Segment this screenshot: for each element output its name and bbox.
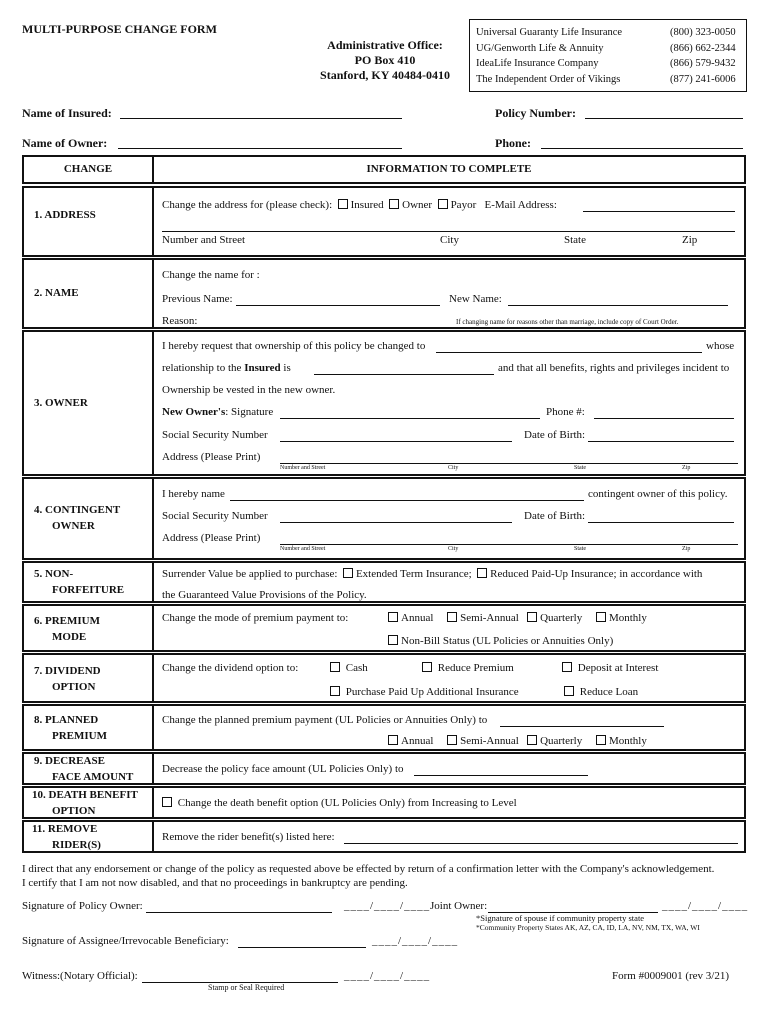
company-name: Universal Guaranty Life Insurance: [476, 27, 623, 38]
planned-annual-label: Annual: [401, 735, 434, 747]
owner-phone-field[interactable]: [594, 418, 734, 419]
checkbox-reduce-premium[interactable]: [422, 662, 432, 672]
policy-number-field[interactable]: [585, 118, 743, 119]
checkbox-planned-semi-annual[interactable]: [447, 735, 457, 745]
section-label: 7. DIVIDEND: [34, 665, 101, 677]
checkbox-insured-label: Insured: [350, 199, 384, 211]
sub-city: City: [440, 234, 459, 246]
policy-number-label: Policy Number:: [495, 106, 576, 120]
contingent-line1a: I hereby name: [162, 488, 225, 500]
contingent-sub-zip: Zip: [682, 546, 691, 552]
owner-sub-state: State: [574, 465, 586, 471]
section-label: 8. PLANNED: [34, 714, 99, 726]
section-label-line2: RIDER(S): [52, 839, 101, 851]
section-label-line2: FACE AMOUNT: [52, 771, 134, 783]
owner-line2c: is: [283, 362, 291, 374]
checkbox-owner[interactable]: [389, 199, 399, 209]
owner-address-field[interactable]: [280, 463, 738, 464]
contingent-ssn-label: Social Security Number: [162, 510, 268, 522]
checkbox-paid-up-additional[interactable]: [330, 686, 340, 696]
insured-name-field[interactable]: [120, 118, 402, 119]
section-label: 11. REMOVE: [32, 823, 98, 835]
planned-premium-prompt: Change the planned premium payment (UL Policies or Annuities Only) to: [162, 714, 488, 726]
email-label: E-Mail Address:: [484, 199, 557, 211]
section-label: 3. OWNER: [34, 397, 88, 409]
statement-certify: I certify that I am not now disabled, and that no proceedings in bankruptcy are pending.: [22, 877, 408, 889]
company-row: [470, 72, 742, 88]
section-owner: [22, 330, 746, 476]
checkbox-planned-annual[interactable]: [388, 735, 398, 745]
owner-line2a: relationship to the: [162, 362, 242, 374]
section-label: 6. PREMIUM: [34, 615, 100, 627]
contingent-sub-state: State: [574, 546, 586, 552]
contingent-dob-field[interactable]: [588, 522, 734, 523]
company-name: IdeaLife Insurance Company: [476, 58, 599, 69]
insured-name-label: Name of Insured:: [22, 106, 112, 120]
signature-label: : Signature: [225, 406, 274, 418]
mode-annual-label: Annual: [401, 612, 434, 624]
contingent-address-field[interactable]: [280, 544, 738, 545]
company-row: [470, 25, 742, 41]
section-nonforfeiture: [22, 561, 746, 603]
assignee-date-field[interactable]: ____/____/____: [372, 935, 459, 947]
section-label: 2. NAME: [34, 287, 79, 299]
address-field[interactable]: [162, 231, 735, 232]
section-label: 5. NON-: [34, 568, 74, 580]
owner-name-field[interactable]: [118, 148, 402, 149]
community-property-note: *Community Property States AK, AZ, CA, ID, LA, NV, NM, TX, WA, WI: [476, 923, 700, 932]
admin-office-line2: PO Box 410: [354, 53, 416, 67]
reduce-premium-label: Reduce Premium: [437, 662, 514, 674]
checkbox-deposit-interest[interactable]: [562, 662, 572, 672]
statement-endorsement: I direct that any endorsement or change of the policy as requested above be effected by return of a confirmation letter with the Company's acknowledgement.: [22, 863, 715, 875]
reduced-paid-up-label: Reduced Paid-Up Insurance; in accordance with: [490, 568, 703, 580]
company-row: [470, 56, 742, 72]
company-name: UG/Genworth Life & Annuity: [476, 42, 604, 54]
checkbox-non-bill[interactable]: [388, 635, 398, 645]
assignee-signature-field[interactable]: [238, 947, 366, 948]
change-column-header: CHANGE: [63, 163, 113, 175]
owner-dob-label: Date of Birth:: [524, 429, 586, 441]
riders-field[interactable]: [344, 843, 738, 844]
decrease-prompt: Decrease the policy face amount (UL Policies Only) to: [162, 763, 404, 775]
reduce-loan-label: Reduce Loan: [579, 686, 639, 698]
section-decrease-face: [22, 752, 746, 785]
checkbox-payor-label: Payor: [450, 199, 477, 211]
sub-zip: Zip: [682, 234, 698, 246]
new-name-label: New Name:: [449, 293, 502, 305]
section-label-line2: PREMIUM: [52, 730, 107, 742]
reason-label: Reason:: [162, 315, 198, 327]
checkbox-insured[interactable]: [338, 199, 348, 209]
checkbox-mode-monthly[interactable]: [596, 612, 606, 622]
extended-term-label: Extended Term Insurance;: [355, 568, 472, 580]
company-contact-box: [469, 19, 747, 92]
checkbox-planned-quarterly[interactable]: [527, 735, 537, 745]
relationship-field[interactable]: [314, 374, 494, 375]
witness-label: Witness:(Notary Official):: [22, 970, 138, 982]
company-phone: (877) 241-6006: [670, 73, 736, 85]
joint-owner-label: Joint Owner:: [430, 900, 488, 912]
form-number: Form #0009001 (rev 3/21): [612, 970, 730, 982]
table-header: [22, 155, 746, 184]
owner-name-label: Name of Owner:: [22, 136, 108, 150]
company-phone: (866) 662-2344: [670, 42, 736, 54]
name-change-note: If changing name for reasons other than marriage, include copy of Court Order.: [456, 318, 679, 326]
company-phone: (800) 323-0050: [670, 27, 736, 38]
owner-line2d: and that all benefits, rights and privileges incident to: [498, 362, 730, 374]
section-planned-premium: [22, 704, 746, 751]
checkbox-mode-annual[interactable]: [388, 612, 398, 622]
section-label: 10. DEATH BENEFIT: [32, 789, 138, 801]
sub-street: Number and Street: [162, 234, 246, 246]
policy-owner-signature-label: Signature of Policy Owner:: [22, 900, 143, 912]
admin-office-line3: Stanford, KY 40484-0410: [320, 68, 450, 82]
joint-owner-date-field[interactable]: ____/____/____: [662, 900, 749, 912]
contingent-line1b: contingent owner of this policy.: [588, 488, 728, 500]
address-prompt: Change the address for (please check):: [162, 199, 333, 211]
company-name: The Independent Order of Vikings: [476, 73, 621, 85]
section-address: [22, 186, 746, 257]
section-dividend-option: [22, 653, 746, 703]
name-prompt: Change the name for :: [162, 269, 260, 281]
planned-quarterly-label: Quarterly: [540, 735, 583, 747]
section-label: 9. DECREASE: [34, 755, 105, 767]
mode-semi-annual-label: Semi-Annual: [460, 612, 519, 624]
contingent-sub-city: City: [448, 546, 459, 552]
company-row: [470, 41, 742, 57]
owner-phone-label: Phone #:: [546, 406, 585, 418]
premium-mode-prompt: Change the mode of premium payment to:: [162, 612, 349, 624]
form-title: MULTI-PURPOSE CHANGE FORM: [22, 22, 217, 36]
section-label-line2: FORFEITURE: [52, 584, 125, 596]
contingent-sub-street: Number and Street: [280, 546, 326, 552]
remove-riders-prompt: Remove the rider benefit(s) listed here:: [162, 831, 335, 843]
section-remove-riders: [22, 820, 746, 853]
info-column-header: INFORMATION TO COMPLETE: [366, 163, 532, 175]
checkbox-cash[interactable]: [330, 662, 340, 672]
company-phone: (866) 579-9432: [670, 58, 736, 69]
new-owner-signature-field[interactable]: [280, 418, 540, 419]
section-label-line2: OPTION: [52, 805, 96, 817]
section-label-line2: OWNER: [52, 520, 95, 532]
checkbox-owner-label: Owner: [402, 199, 433, 211]
phone-field[interactable]: [541, 148, 743, 149]
owner-ssn-field[interactable]: [280, 441, 512, 442]
section-label: 1. ADDRESS: [34, 209, 96, 221]
reason-field[interactable]: [200, 327, 737, 328]
planned-semi-annual-label: Semi-Annual: [460, 735, 519, 747]
new-name-field[interactable]: [508, 305, 728, 306]
face-amount-field[interactable]: [414, 775, 588, 776]
checkbox-mode-quarterly[interactable]: [527, 612, 537, 622]
section-premium-mode: [22, 604, 746, 652]
planned-monthly-label: Monthly: [608, 735, 647, 747]
checkbox-extended-term[interactable]: [343, 568, 353, 578]
cash-label: Cash: [345, 662, 368, 674]
owner-line1a: I hereby request that ownership of this policy be changed to: [162, 340, 426, 352]
previous-name-label: Previous Name:: [162, 293, 233, 305]
admin-office-address: [300, 38, 470, 83]
paid-up-additional-label: Purchase Paid Up Additional Insurance: [345, 686, 519, 698]
email-field[interactable]: [583, 211, 735, 212]
stamp-seal-note: Stamp or Seal Required: [208, 983, 285, 992]
contingent-address-label: Address (Please Print): [162, 532, 261, 544]
spouse-signature-note: *Signature of spouse if community property state: [476, 913, 645, 923]
checkbox-payor[interactable]: [438, 199, 448, 209]
checkbox-planned-monthly[interactable]: [596, 735, 606, 745]
section-label: 4. CONTINGENT: [34, 504, 121, 516]
mode-quarterly-label: Quarterly: [540, 612, 583, 624]
checkbox-reduced-paid-up[interactable]: [477, 568, 487, 578]
owner-sub-city: City: [448, 465, 459, 471]
owner-sub-zip: Zip: [682, 465, 691, 471]
checkbox-reduce-loan[interactable]: [564, 686, 574, 696]
owner-address-label: Address (Please Print): [162, 451, 261, 463]
deposit-interest-label: Deposit at Interest: [577, 662, 659, 674]
previous-name-field[interactable]: [236, 305, 440, 306]
section-label-line2: OPTION: [52, 681, 96, 693]
nonforfeiture-line2: the Guaranteed Value Provisions of the Policy.: [162, 589, 367, 601]
contingent-dob-label: Date of Birth:: [524, 510, 586, 522]
owner-ssn-label: Social Security Number: [162, 429, 268, 441]
death-benefit-prompt: Change the death benefit option (UL Policies Only) from Increasing to Level: [177, 797, 517, 809]
planned-premium-field[interactable]: [500, 726, 664, 727]
sub-state: State: [564, 234, 586, 246]
section-death-benefit: [22, 786, 746, 819]
phone-label: Phone:: [495, 136, 531, 150]
mode-monthly-label: Monthly: [608, 612, 647, 624]
owner-line3: Ownership be vested in the new owner.: [162, 384, 336, 396]
new-owner-label: New Owner's: [162, 406, 226, 418]
contingent-ssn-field[interactable]: [280, 522, 512, 523]
checkbox-death-benefit[interactable]: [162, 797, 172, 807]
nonforfeiture-prompt: Surrender Value be applied to purchase:: [162, 568, 338, 580]
owner-line2b: Insured: [244, 362, 281, 374]
section-name: [22, 258, 746, 329]
dividend-prompt: Change the dividend option to:: [162, 662, 299, 674]
owner-dob-field[interactable]: [588, 441, 734, 442]
section-label-line2: MODE: [52, 631, 87, 643]
new-owner-name-field[interactable]: [436, 352, 702, 353]
assignee-signature-label: Signature of Assignee/Irrevocable Beneficiary:: [22, 935, 229, 947]
witness-date-field[interactable]: ____/____/____: [344, 970, 431, 982]
section-contingent-owner: [22, 477, 746, 560]
non-bill-label: Non-Bill Status (UL Policies or Annuities Only): [401, 635, 614, 647]
owner-sub-street: Number and Street: [280, 465, 326, 471]
company-contact-table: [470, 25, 742, 87]
contingent-owner-name-field[interactable]: [230, 500, 584, 501]
policy-owner-date-field[interactable]: ____/____/____: [344, 900, 431, 912]
owner-line1b: whose: [706, 340, 735, 352]
policy-owner-signature-field[interactable]: [146, 912, 332, 913]
checkbox-mode-semi-annual[interactable]: [447, 612, 457, 622]
admin-office-line1: Administrative Office:: [327, 38, 443, 52]
